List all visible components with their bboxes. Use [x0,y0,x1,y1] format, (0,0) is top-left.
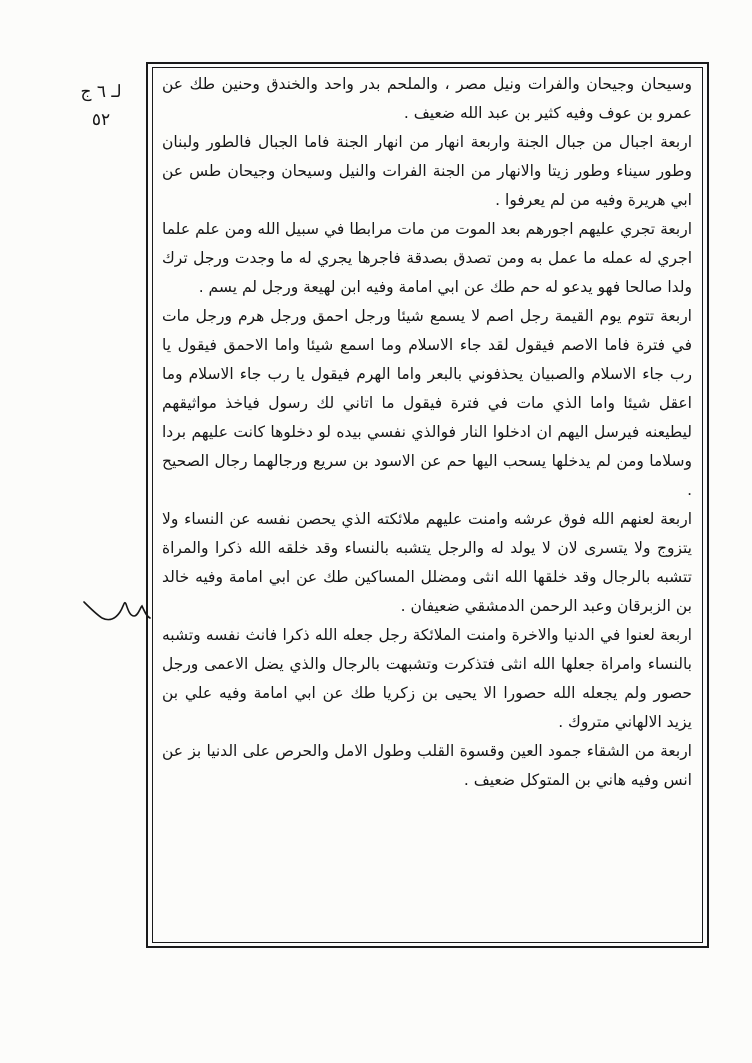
paragraph-3: اربعة تجري عليهم اجورهم بعد الموت من مات مرابطا في سبيل الله ومن علم علما اجري له عمله ما عمل به ومن تصدق بصدقة فاجرها يجري له ما وجدت ورجل ترك ولدا صالحا فهو يدعو له حم طك عن ابي امامة وفيه ابن لهيعة ورجل لم يسم . [162,220,692,296]
paragraph-7: اربعة من الشقاء جمود العين وقسوة القلب وطول الامل والحرص على الدنيا بز عن انس وفيه هاني بن المتوكل ضعيف . [162,742,692,789]
pen-stroke [84,602,150,620]
margin-folio-note: لـ ٦ ج ٥٢ [80,82,122,130]
paragraph-5: اربعة لعنهم الله فوق عرشه وامنت عليهم ملائكته الذي يحصن نفسه عن النساء ولا يتزوج ولا يتسرى لان لا يولد له والرجل يتشبه بالنساء وقد خلقه الله ذكرا والمراة تتشبه بالرجال وقد خلقها الله انثى ومضلل المساكين طك عن ابي امامة وفيه خالد بن الزبرقان وعبد الرحمن الدمشقي ضعيفان . [162,510,692,615]
paragraph-2: اربعة اجبال من جبال الجنة واربعة انهار من انهار الجنة فاما الجبال فالطور ولبنان وطور سيناء وطور زيتا والانهار من الجنة الفرات والنيل وسيحان وجيحان طس عن ابي هريرة وفيه من لم يعرفوا . [162,133,692,209]
paragraph-4: اربعة تتوم يوم القيمة رجل اصم لا يسمع شيئا ورجل احمق ورجل هرم ورجل مات في فترة فاما الاصم فيقول لقد جاء الاسلام وما اسمع شيئا واما الاحمق فيقول يا رب جاء الاسلام والصبيان يحذفوني بالبعر واما الهرم فيقول يا رب جاء الاسلام وما اعقل شيئا واما الذي مات في فترة فيقول ما اتاني لك رسول فياخذ مواثيقهم ليطيعنه فيرسل اليهم ان ادخلوا النار فوالذي نفسي بيده لو دخلوها كانت عليهم بردا وسلاما ومن لم يدخلها يسحب اليها حم عن الاسود بن سريع ورجالهما رجال الصحيح . [162,307,692,499]
paragraph-1: وسيحان وجيحان والفرات ونيل مصر ، والملحم بدر واحد والخندق وحنين طك عن عمرو بن عوف وفيه كثير بن عبد الله ضعيف . [162,75,692,122]
manuscript-text [162,70,692,938]
paragraph-6: اربعة لعنوا في الدنيا والاخرة وامنت الملائكة رجل جعله الله ذكرا فانث نفسه وتشبه بالنساء وامراة جعلها الله انثى فتذكرت وتشبهت بالرجال والذي يضل الاعمى ورجل حصور ولم يجعله الله حصورا الا يحيى بن زكريا طك عن ابي امامة وفيه علي بن يزيد الالهاني متروك . [162,626,692,731]
margin-pen-mark [80,588,152,634]
